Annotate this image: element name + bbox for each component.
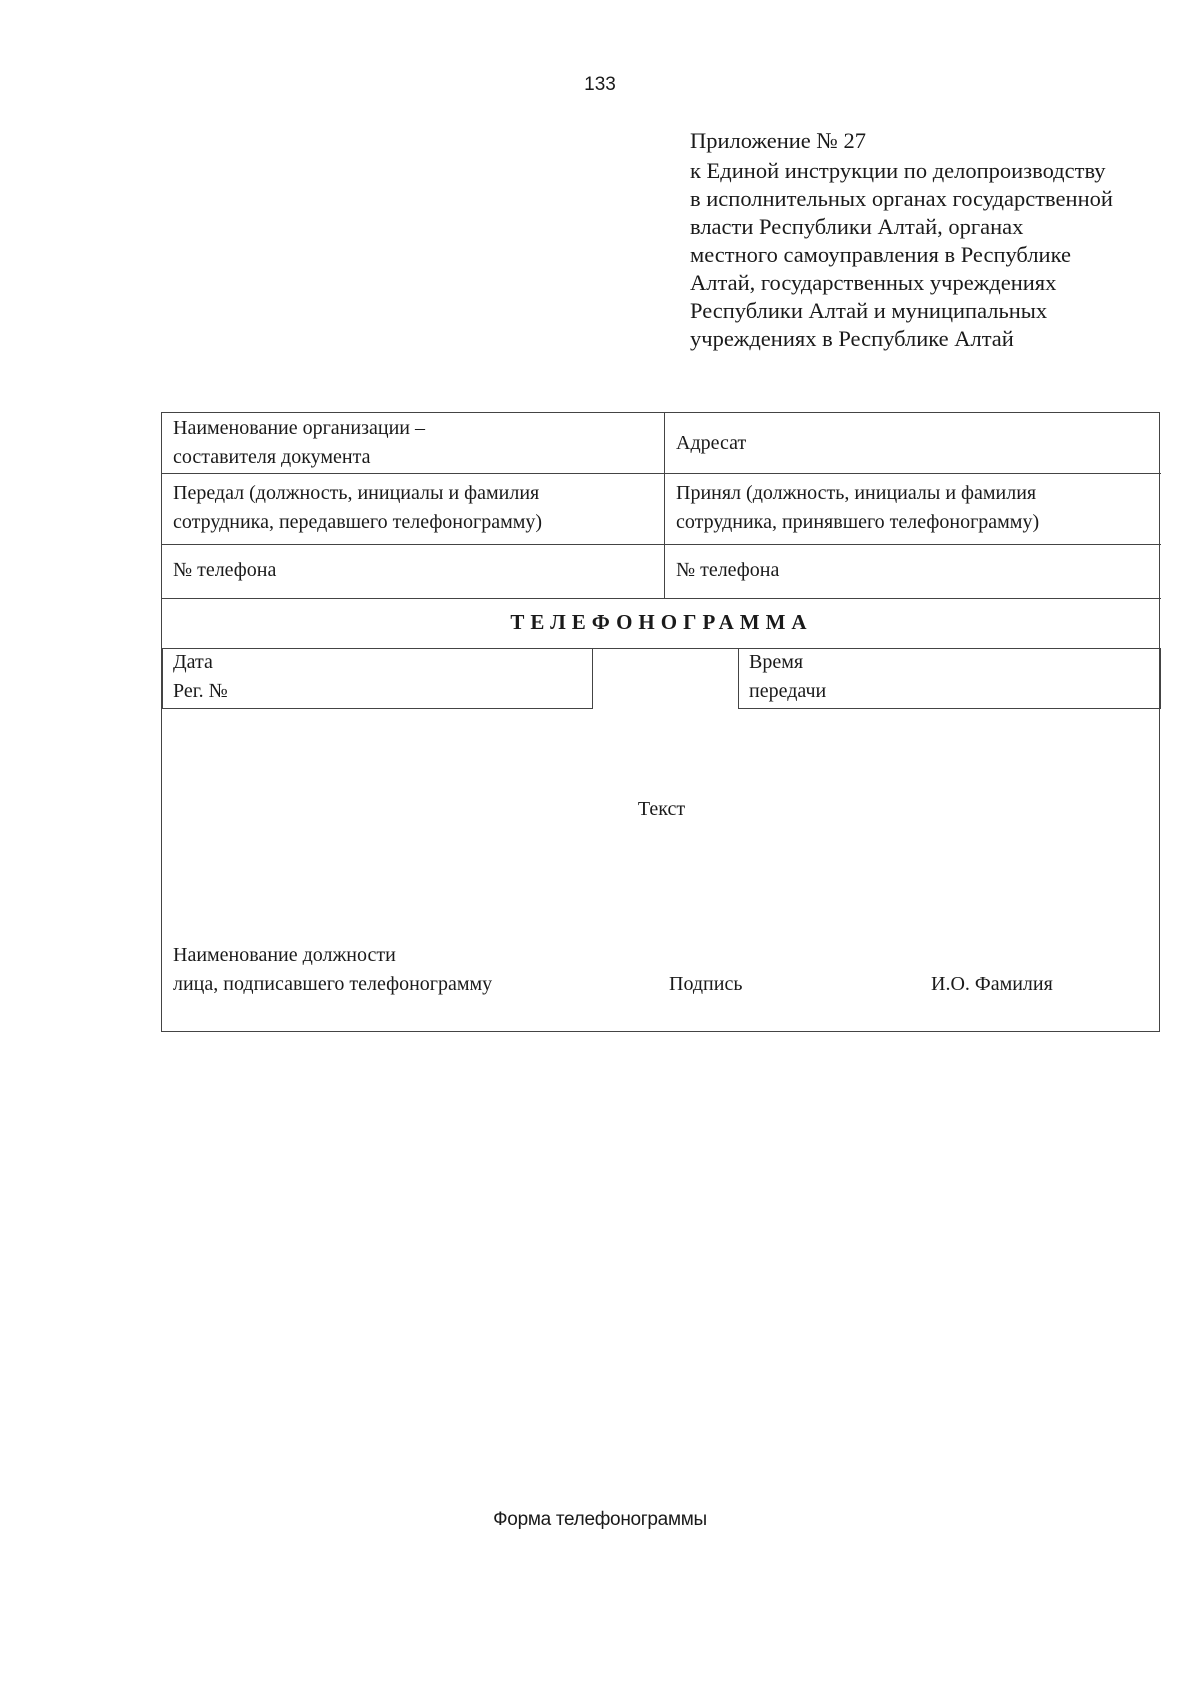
received-by-line: Принял (должность, инициалы и фамилия: [676, 482, 1037, 504]
column-divider: [664, 413, 665, 598]
appendix-line: местного самоуправления в Республике: [690, 242, 1071, 267]
signature-label: Подпись: [669, 973, 743, 995]
telephonogram-form: [161, 412, 1160, 1032]
phone-left: № телефона: [173, 559, 277, 581]
row-divider: [162, 598, 1161, 599]
date-label: Дата: [173, 651, 213, 673]
form-caption: Форма телефонограммы: [493, 1509, 707, 1530]
appendix-header: [690, 127, 1170, 353]
addressee-cell: Адресат: [676, 432, 747, 454]
row-divider: [162, 473, 1161, 474]
date-reg-cell: [173, 648, 228, 706]
sender-org-cell: [173, 414, 653, 472]
appendix-line: в исполнительных органах государственной: [690, 186, 1113, 211]
transmitted-by-line: Передал (должность, инициалы и фамилия: [173, 482, 540, 504]
initials-surname-label: И.О. Фамилия: [931, 973, 1053, 995]
appendix-line: учреждениях в Республике Алтай: [690, 326, 1014, 351]
time-label: Время: [749, 651, 804, 673]
text-placeholder: Текст: [637, 798, 686, 820]
reg-number-label: Рег. №: [173, 680, 228, 702]
sender-org-line: Наименование организации –: [173, 417, 425, 439]
row-divider: [162, 544, 1161, 545]
transmitted-by-cell: [173, 479, 655, 537]
transmitted-by-line: сотрудника, передавшего телефонограмму): [173, 511, 543, 533]
appendix-line: Республики Алтай и муниципальных: [690, 298, 1048, 323]
appendix-line: к Единой инструкции по делопроизводству: [690, 158, 1106, 183]
appendix-line: Алтай, государственных учреждениях: [690, 270, 1057, 295]
signer-position-cell: [173, 941, 492, 999]
appendix-line: власти Республики Алтай, органах: [690, 214, 1024, 239]
form-heading: ТЕЛЕФОНОГРАММА: [510, 610, 813, 634]
page-number: 133: [584, 74, 616, 95]
received-by-line: сотрудника, принявшего телефонограмму): [676, 511, 1040, 533]
sender-org-line: составителя документа: [173, 446, 371, 468]
phone-right: № телефона: [676, 559, 780, 581]
signer-position-line: Наименование должности: [173, 944, 396, 966]
appendix-title: Приложение № 27: [690, 128, 866, 153]
time-cell: [749, 648, 826, 706]
received-by-cell: [676, 479, 1151, 537]
transmission-label: передачи: [749, 680, 827, 702]
signer-position-line: лица, подписавшего телефонограмму: [173, 973, 493, 995]
